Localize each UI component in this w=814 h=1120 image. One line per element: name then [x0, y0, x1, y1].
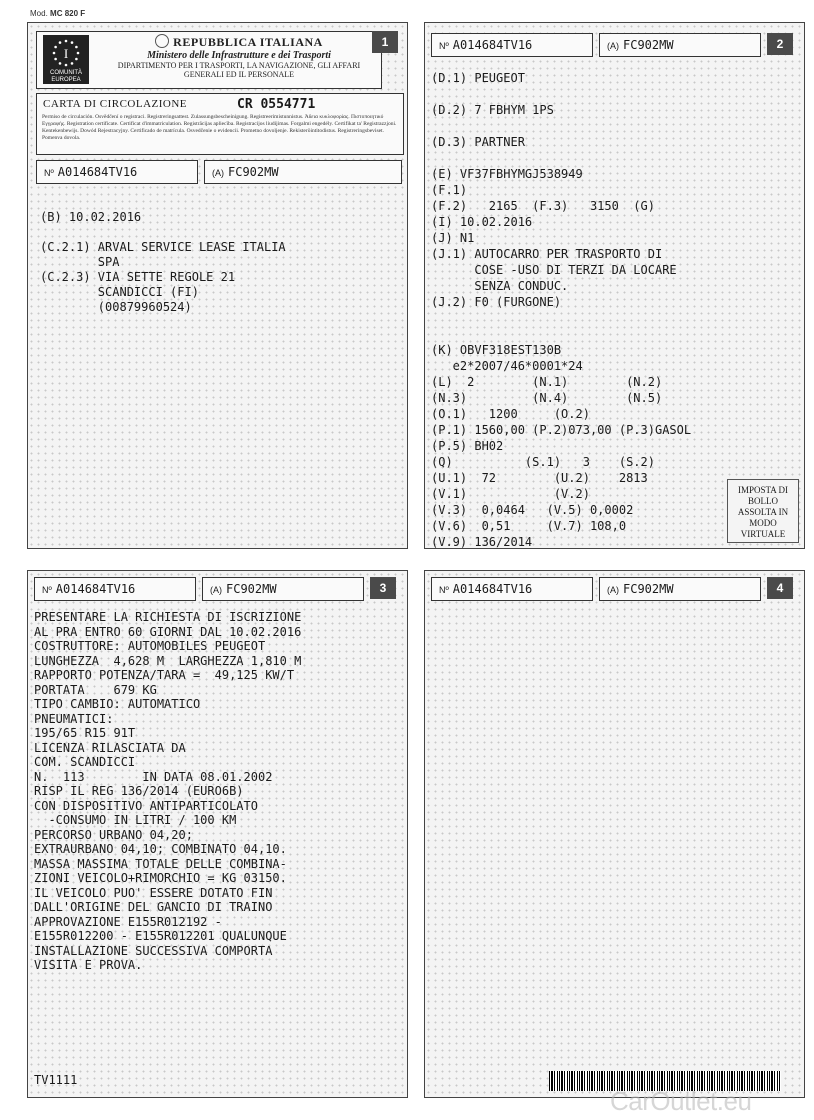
registration-number-box: Nº A014684TV16: [431, 33, 593, 57]
panel-number: 1: [372, 31, 398, 53]
registration-number: A014684TV16: [452, 38, 533, 52]
plate-number: FC902MW: [623, 38, 674, 52]
eu-star: [59, 41, 62, 44]
eu-star: [54, 58, 57, 61]
department-name: DIPARTIMENTO PER I TRASPORTI, LA NAVIGAZIONE, GLI AFFARI GENERALI ED IL PERSONALE: [117, 61, 361, 79]
country-letter: I: [63, 46, 69, 61]
plate-number: FC902MW: [226, 582, 277, 596]
eu-star: [75, 58, 78, 61]
panel-2: [424, 22, 805, 549]
registration-number-box: Nº A014684TV16: [431, 577, 593, 601]
panel-4: [424, 570, 805, 1098]
eu-star: [75, 46, 78, 49]
registration-number: A014684TV16: [55, 582, 136, 596]
document-title-box: [36, 93, 404, 155]
panel-number: 2: [767, 33, 793, 55]
eu-star: [54, 46, 57, 49]
registration-number: A014684TV16: [57, 165, 138, 179]
eu-star: [71, 62, 74, 65]
eu-label: COMUNITÀ EUROPEA: [50, 70, 82, 83]
header-box: [36, 31, 382, 89]
tax-stamp: IMPOSTA DI BOLLO ASSOLTA IN MODO VIRTUALE: [727, 479, 799, 543]
panel-number: 3: [370, 577, 396, 599]
document-title: CARTA DI CIRCOLAZIONE: [43, 98, 188, 110]
notes-text: PRESENTARE LA RICHIESTA DI ISCRIZIONE AL PRA ENTRO 60 GIORNI DAL 10.02.2016 COSTRUTTORE: AUTOMOBILES PEUGEOT LUNGHEZZA 4,628 M LARGHEZZA 1,810 M RAPPORTO POTENZA/TARA = 49,125 KW/T PORTATA 679 KG TIPO CAMBIO: AUTOMATICO PNEUMATICI: 195/65 R15 91T LICENZA RILASCIATA DA COM. SCANDICCI N. 113 IN DATA 08.01.2002 RISP IL REG 136/2014 (EURO6B) CON DISPOSITIVO ANTIPARTICOLATO -CONSUMO IN LITRI / 100 KM PERCORSO URBANO 04,20; EXTRAURBANO 04,10; COMBINATO 04,10. MASSA MASSIMA TOTALE DELLE COMBINA- ZIONI VEICOLO+RIMORCHIO = KG 03150. IL VEICOLO PUO' ESSERE DOTATO FIN DALL'ORIGINE DEL GANCIO DI TRAINO APPROVAZIONE E155R012192 - E155R012200 - E155R012201 QUALUNQUE INSTALLAZIONE SUCCESSIVA COMPORTA VISITA E PROVA.: [34, 610, 302, 972]
plate-number: FC902MW: [228, 165, 279, 179]
panel-1: [27, 22, 408, 549]
republic-name: REPUBBLICA ITALIANA: [173, 35, 323, 49]
document-number: CR 0554771: [237, 97, 316, 112]
plate-box: (A) FC902MW: [599, 33, 761, 57]
translations-text: Permiso de circulación. Osvědčení o registraci. Registreringsattest. Zulassungsbescheinigung. Registreerimistunnistus. Άδεια κυκλοφορίας. Πιστοποιητικό Εγγραφής. Registration certificate. Certificat d'immatriculation. Registrācijas apliecība. Registracijos liudijimas. Forgalmi engedély. Certifikat ta' Registrazzjoni. Kentekenbewijs. Dowód Rejestracyjny. Certificado de matrícula. Osvedčenie o evidencii. Prometno dovoljenje. Rekisteröintitodistus. Registreringsbeviset. Pomenva dovola.: [42, 114, 397, 141]
plate-box: (A) FC902MW: [204, 160, 402, 184]
eu-star: [53, 52, 56, 55]
owner-details: (B) 10.02.2016 (C.2.1) ARVAL SERVICE LEASE ITALIA SPA (C.2.3) VIA SETTE REGOLE 21 SCANDICCI (FI) (00879960524): [40, 210, 286, 314]
panel-3: [27, 570, 408, 1098]
header-text: [97, 34, 381, 79]
eu-star: [65, 64, 68, 67]
eu-star: [59, 62, 62, 65]
eu-star: [77, 52, 80, 55]
panel-number: 4: [767, 577, 793, 599]
footer-code: TV1111: [34, 1073, 78, 1087]
registration-number: A014684TV16: [452, 582, 533, 596]
eu-star: [65, 40, 68, 43]
eu-star: [71, 41, 74, 44]
eu-stars-icon: [48, 37, 84, 69]
registration-number-box: Nº A014684TV16: [34, 577, 196, 601]
registration-number-box: Nº A014684TV16: [36, 160, 198, 184]
plate-number: FC902MW: [623, 582, 674, 596]
vehicle-details: (D.1) PEUGEOT (D.2) 7 FBHYM 1PS (D.3) PARTNER (E) VF37FBHYMGJ538949 (F.1) (F.2) 2165 (F.3) 3150 (G) (I) 10.02.2016 (J) N1 (J.1) AUTOCARRO PER TRASPORTO DI COSE -USO DI TERZI DA LOCARE SENZA CONDUC. (J.2) F0 (FURGONE) (K) OBVF318EST130B e2*2007/46*0001*24 (L) 2 (N.1) (N.2) (N.3) (N.4) (N.5) (O.1) 1200 (O.2) (P.1) 1560,00 (P.2)073,00 (P.3)GASOL (P.5) BH02 (Q) (S.1) 3 (S.2) (U.1) 72 (U.2) 2813 (V.1) (V.2) (V.3) 0,0464 (V.5) 0,0002 (V.6) 0,51 (V.7) 108,0 (V.9) 136/2014: [431, 71, 692, 549]
republic-emblem-icon: [155, 34, 169, 48]
watermark: CarOutlet.eu: [610, 1086, 752, 1116]
model-label: Mod. MC 820 F: [30, 9, 86, 18]
plate-box: (A) FC902MW: [599, 577, 761, 601]
plate-box: (A) FC902MW: [202, 577, 364, 601]
eu-emblem: [43, 35, 89, 84]
ministry-name: Ministero delle Infrastrutture e dei Trasporti: [147, 50, 331, 61]
